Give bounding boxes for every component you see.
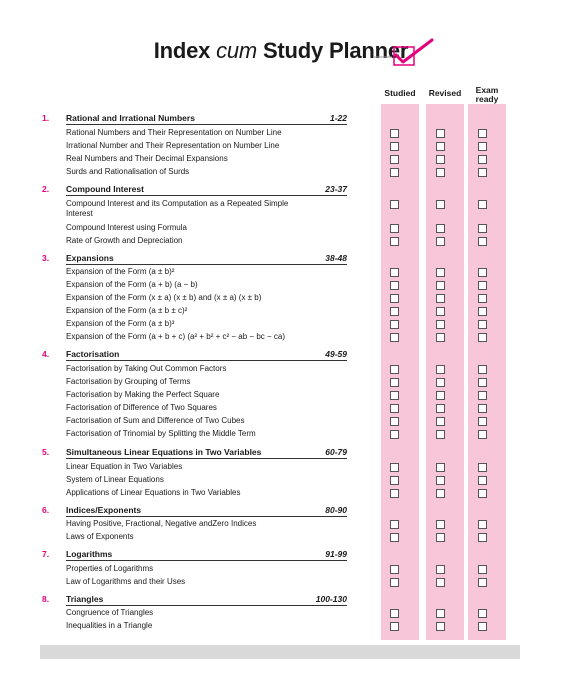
chapter-page-range: 91-99 xyxy=(325,549,347,559)
exam-ready-header-line-2: ready xyxy=(475,94,499,104)
exam-ready-checkbox[interactable] xyxy=(478,268,487,277)
chapter-page-range: 38-48 xyxy=(325,253,347,263)
studied-checkbox[interactable] xyxy=(390,417,399,426)
chapter-divider xyxy=(66,360,347,361)
studied-checkbox[interactable] xyxy=(390,129,399,138)
studied-checkbox[interactable] xyxy=(390,294,399,303)
chapter-number: 4. xyxy=(42,349,50,359)
title-part-1: Index xyxy=(153,38,217,63)
studied-checkbox[interactable] xyxy=(390,320,399,329)
studied-checkbox[interactable] xyxy=(390,142,399,151)
exam-ready-checkbox[interactable] xyxy=(478,578,487,587)
exam-ready-checkbox[interactable] xyxy=(478,365,487,374)
exam-ready-checkbox[interactable] xyxy=(478,281,487,290)
topic-item: Expansion of the Form (a + b) (a − b) xyxy=(66,280,198,289)
revised-checkbox[interactable] xyxy=(436,533,445,542)
studied-column-header: Studied xyxy=(384,88,416,98)
topic-item: Compound Interest and its Computation as a Repeated Simple Interest xyxy=(66,199,289,218)
exam-ready-checkbox[interactable] xyxy=(478,294,487,303)
topic-item: Factorisation by Grouping of Terms xyxy=(66,377,191,386)
studied-checkbox[interactable] xyxy=(390,520,399,529)
revised-checkbox[interactable] xyxy=(436,404,445,413)
chapter-divider xyxy=(66,124,347,125)
chapter-title: Logarithms xyxy=(66,549,113,559)
topic-item: Rate of Growth and Depreciation xyxy=(66,236,183,245)
exam-ready-checkbox[interactable] xyxy=(478,463,487,472)
revised-checkbox[interactable] xyxy=(436,476,445,485)
revised-checkbox[interactable] xyxy=(436,489,445,498)
revised-checkbox[interactable] xyxy=(436,391,445,400)
exam-ready-checkbox[interactable] xyxy=(478,129,487,138)
exam-ready-checkbox[interactable] xyxy=(478,622,487,631)
topic-item: Expansion of the Form (x ± a) (x ± b) and (x ± a) (x ± b) xyxy=(66,293,262,302)
revised-checkbox[interactable] xyxy=(436,430,445,439)
topic-item: Applications of Linear Equations in Two Variables xyxy=(66,488,241,497)
page-title xyxy=(0,38,562,64)
revised-checkbox[interactable] xyxy=(436,417,445,426)
studied-checkbox[interactable] xyxy=(390,268,399,277)
studied-checkbox[interactable] xyxy=(390,333,399,342)
chapter-title: Triangles xyxy=(66,594,104,604)
chapter-divider xyxy=(66,516,347,517)
title-part-2: Study Planner xyxy=(257,38,409,63)
studied-checkbox[interactable] xyxy=(390,281,399,290)
exam-ready-checkbox[interactable] xyxy=(478,404,487,413)
chapter-divider xyxy=(66,560,347,561)
exam-ready-checkbox[interactable] xyxy=(478,200,487,209)
revised-column-header: Revised xyxy=(428,88,462,98)
exam-ready-checkbox[interactable] xyxy=(478,417,487,426)
revised-checkbox[interactable] xyxy=(436,307,445,316)
studied-checkbox[interactable] xyxy=(390,609,399,618)
chapter-title: Compound Interest xyxy=(66,184,144,194)
exam-ready-checkbox[interactable] xyxy=(478,565,487,574)
studied-checkbox[interactable] xyxy=(390,168,399,177)
exam-ready-checkbox[interactable] xyxy=(478,224,487,233)
exam-ready-checkbox[interactable] xyxy=(478,155,487,164)
exam-ready-checkbox[interactable] xyxy=(478,533,487,542)
title-cum: cum xyxy=(216,38,258,63)
topic-item: Linear Equation in Two Variables xyxy=(66,462,183,471)
studied-checkbox[interactable] xyxy=(390,365,399,374)
chapter-number: 8. xyxy=(42,594,50,604)
exam-ready-column-band xyxy=(468,104,506,640)
studied-checkbox[interactable] xyxy=(390,155,399,164)
exam-ready-checkbox[interactable] xyxy=(478,333,487,342)
studied-checkbox[interactable] xyxy=(390,578,399,587)
exam-ready-checkbox[interactable] xyxy=(478,476,487,485)
exam-ready-checkbox[interactable] xyxy=(478,378,487,387)
studied-checkbox[interactable] xyxy=(390,430,399,439)
exam-ready-checkbox[interactable] xyxy=(478,520,487,529)
studied-checkbox[interactable] xyxy=(390,200,399,209)
topic-item: Factorisation by Taking Out Common Factors xyxy=(66,364,227,373)
exam-ready-checkbox[interactable] xyxy=(478,237,487,246)
revised-checkbox[interactable] xyxy=(436,129,445,138)
studied-checkbox[interactable] xyxy=(390,307,399,316)
studied-checkbox[interactable] xyxy=(390,476,399,485)
topic-item: Expansion of the Form (a + b + c) (a² + b² + c² − ab − bc − ca) xyxy=(66,332,285,341)
chapter-divider xyxy=(66,195,347,196)
chapter-title: Expansions xyxy=(66,253,114,263)
revised-column-band xyxy=(426,104,464,640)
revised-checkbox[interactable] xyxy=(436,320,445,329)
topic-item: Irrational Number and Their Representation on Number Line xyxy=(66,141,280,150)
revised-checkbox[interactable] xyxy=(436,268,445,277)
chapter-divider xyxy=(66,458,347,459)
studied-checkbox[interactable] xyxy=(390,391,399,400)
chapter-page-range: 60-79 xyxy=(325,447,347,457)
revised-checkbox[interactable] xyxy=(436,294,445,303)
chapter-page-range: 49-59 xyxy=(325,349,347,359)
revised-checkbox[interactable] xyxy=(436,155,445,164)
topic-item: Compound Interest using Formula xyxy=(66,223,187,232)
studied-checkbox[interactable] xyxy=(390,533,399,542)
topic-item: Expansion of the Form (a ± b)² xyxy=(66,267,175,276)
chapter-number: 6. xyxy=(42,505,50,515)
chapter-page-range: 80-90 xyxy=(325,505,347,515)
exam-ready-checkbox[interactable] xyxy=(478,391,487,400)
topic-item: Expansion of the Form (a ± b)³ xyxy=(66,319,175,328)
exam-ready-header-line-1: Exam xyxy=(475,85,499,95)
revised-checkbox[interactable] xyxy=(436,200,445,209)
topic-item: Factorisation by Making the Perfect Square xyxy=(66,390,220,399)
chapter-number: 7. xyxy=(42,549,50,559)
studied-checkbox[interactable] xyxy=(390,378,399,387)
studied-checkbox[interactable] xyxy=(390,565,399,574)
studied-checkbox[interactable] xyxy=(390,404,399,413)
exam-ready-column-header xyxy=(459,86,515,104)
chapter-divider xyxy=(66,264,347,265)
revised-checkbox[interactable] xyxy=(436,365,445,374)
studied-checkbox[interactable] xyxy=(390,224,399,233)
revised-checkbox[interactable] xyxy=(436,622,445,631)
topic-item: Factorisation of Difference of Two Squares xyxy=(66,403,217,412)
topic-item: Laws of Exponents xyxy=(66,532,134,541)
chapter-number: 1. xyxy=(42,113,50,123)
topic-item: Surds and Rationalisation of Surds xyxy=(66,167,190,176)
revised-checkbox[interactable] xyxy=(436,237,445,246)
topic-item: Factorisation of Trinomial by Splitting the Middle Term xyxy=(66,429,256,438)
topic-item: Having Positive, Fractional, Negative andZero Indices xyxy=(66,519,257,528)
exam-ready-checkbox[interactable] xyxy=(478,307,487,316)
chapter-page-range: 23-37 xyxy=(325,184,347,194)
topic-item: Rational Numbers and Their Representation on Number Line xyxy=(66,128,282,137)
exam-ready-checkbox[interactable] xyxy=(478,142,487,151)
revised-checkbox[interactable] xyxy=(436,463,445,472)
revised-checkbox[interactable] xyxy=(436,378,445,387)
revised-checkbox[interactable] xyxy=(436,224,445,233)
revised-checkbox[interactable] xyxy=(436,578,445,587)
exam-ready-checkbox[interactable] xyxy=(478,168,487,177)
chapter-number: 3. xyxy=(42,253,50,263)
revised-checkbox[interactable] xyxy=(436,565,445,574)
chapter-title: Rational and Irrational Numbers xyxy=(66,113,195,123)
footer-bar xyxy=(40,645,520,659)
topic-item: Real Numbers and Their Decimal Expansions xyxy=(66,154,228,163)
topic-item: Expansion of the Form (a ± b ± c)² xyxy=(66,306,188,315)
revised-checkbox[interactable] xyxy=(436,142,445,151)
revised-checkbox[interactable] xyxy=(436,281,445,290)
exam-ready-checkbox[interactable] xyxy=(478,430,487,439)
chapter-page-range: 100-130 xyxy=(315,594,347,604)
studied-column-band xyxy=(381,104,419,640)
chapter-number: 2. xyxy=(42,184,50,194)
chapter-title: Simultaneous Linear Equations in Two Variables xyxy=(66,447,262,457)
revised-checkbox[interactable] xyxy=(436,168,445,177)
chapter-title: Factorisation xyxy=(66,349,120,359)
studied-checkbox[interactable] xyxy=(390,237,399,246)
chapter-number: 5. xyxy=(42,447,50,457)
revised-checkbox[interactable] xyxy=(436,333,445,342)
studied-checkbox[interactable] xyxy=(390,622,399,631)
chapter-divider xyxy=(66,605,347,606)
topic-item: Congruence of Triangles xyxy=(66,608,154,617)
revised-checkbox[interactable] xyxy=(436,520,445,529)
chapter-title: Indices/Exponents xyxy=(66,505,142,515)
revised-checkbox[interactable] xyxy=(436,609,445,618)
topic-item: Properties of Logarithms xyxy=(66,564,154,573)
exam-ready-checkbox[interactable] xyxy=(478,609,487,618)
topic-item: System of Linear Equations xyxy=(66,475,164,484)
exam-ready-checkbox[interactable] xyxy=(478,320,487,329)
studied-checkbox[interactable] xyxy=(390,463,399,472)
topic-item: Law of Logarithms and their Uses xyxy=(66,577,186,586)
checkmark-icon xyxy=(372,37,442,77)
chapter-page-range: 1-22 xyxy=(329,113,347,123)
topic-item: Inequalities in a Triangle xyxy=(66,621,153,630)
studied-checkbox[interactable] xyxy=(390,489,399,498)
topic-item: Factorisation of Sum and Difference of Two Cubes xyxy=(66,416,245,425)
exam-ready-checkbox[interactable] xyxy=(478,489,487,498)
